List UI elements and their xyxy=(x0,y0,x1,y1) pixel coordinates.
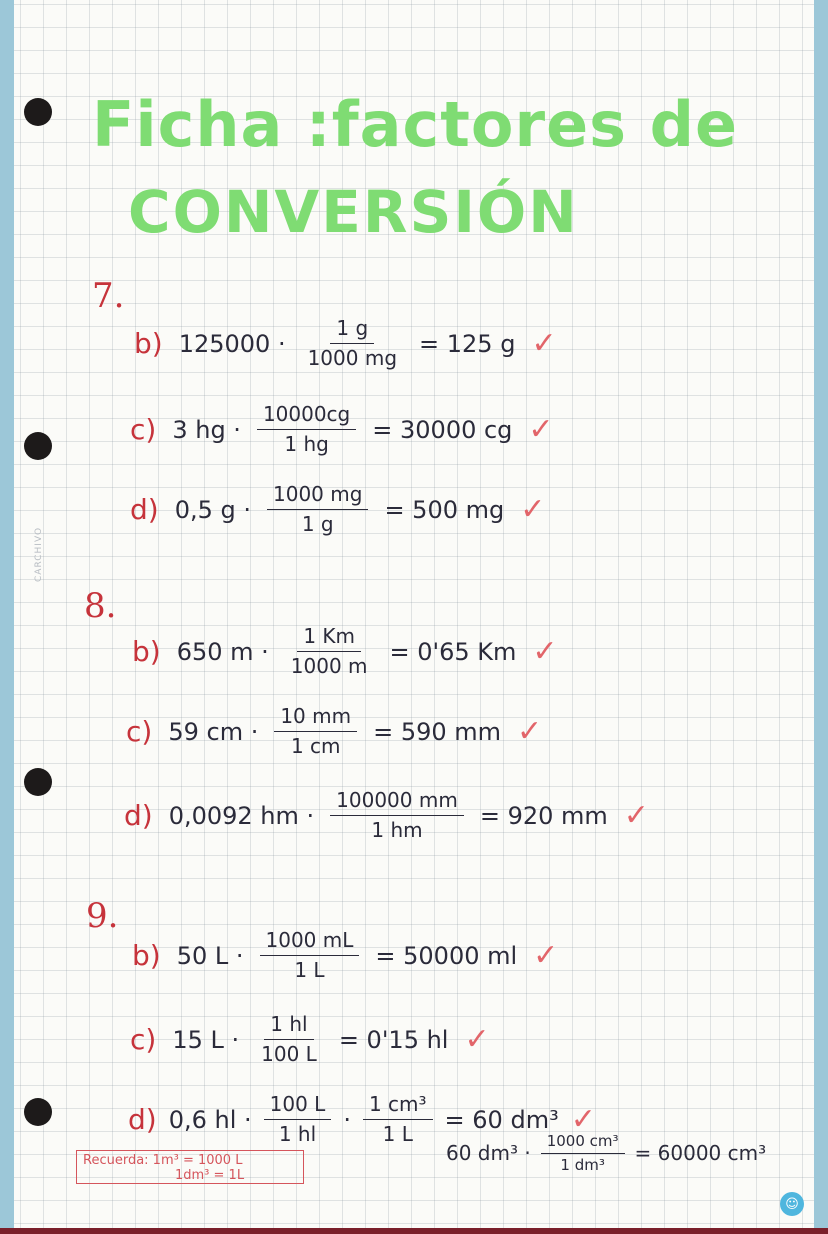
factor-numerator: 100000 mm xyxy=(330,788,464,816)
factor-numerator: 1 hl xyxy=(264,1012,313,1040)
conversion-factor xyxy=(264,1092,332,1147)
bottom-border xyxy=(0,1228,828,1234)
problem-result: = 50000 ml xyxy=(375,941,518,970)
problem-quantity: 0,5 g · xyxy=(174,495,251,524)
binder-hole xyxy=(24,98,52,126)
problem-label: c) xyxy=(130,413,157,446)
problem-quantity: 0,6 hl · xyxy=(168,1105,252,1134)
problem-label: d) xyxy=(130,493,159,526)
problem-row xyxy=(124,788,649,843)
problem-result: = 125 g xyxy=(419,329,516,358)
binder-hole xyxy=(24,432,52,460)
conversion-factor xyxy=(274,704,357,759)
conversion-factor xyxy=(302,316,403,371)
binder-hole xyxy=(24,768,52,796)
factor-numerator: 1000 cm³ xyxy=(541,1132,625,1154)
problem-label: b) xyxy=(132,939,161,972)
problem-label: d) xyxy=(128,1103,157,1136)
check-mark: ✓ xyxy=(623,798,649,833)
continuation-quantity: 60 dm³ · xyxy=(446,1141,531,1166)
page-title-line2: CONVERSIÓN xyxy=(128,178,579,246)
factor-denominator: 1 g xyxy=(301,512,334,536)
factor-denominator: 1000 mg xyxy=(307,346,398,370)
conversion-factor xyxy=(330,788,464,843)
check-mark: ✓ xyxy=(531,326,557,361)
factor-denominator: 100 L xyxy=(261,1042,317,1066)
check-mark: ✓ xyxy=(533,938,559,973)
problem-quantity: 125000 · xyxy=(178,329,286,358)
problem-result: = 0'15 hl xyxy=(338,1025,449,1054)
factor-denominator: 1 hg xyxy=(284,432,329,456)
problem-quantity: 650 m · xyxy=(176,637,269,666)
problem-result: = 500 mg xyxy=(384,495,505,524)
factor-numerator: 1 cm³ xyxy=(363,1092,433,1120)
problem-quantity: 3 hg · xyxy=(172,415,241,444)
problem-result: = 0'65 Km xyxy=(389,637,517,666)
factor-denominator: 1 L xyxy=(382,1122,413,1146)
conversion-factor xyxy=(267,482,368,537)
factor-numerator: 1000 mL xyxy=(260,928,360,956)
factor-denominator: 1 cm xyxy=(290,734,341,758)
problem-quantity: 15 L · xyxy=(172,1025,240,1054)
problem-row xyxy=(134,316,557,371)
watermark: CARCHIVO xyxy=(34,526,44,582)
problem-label: b) xyxy=(134,327,163,360)
app-logo-icon[interactable]: ☺ xyxy=(780,1192,804,1216)
problem-quantity: 59 cm · xyxy=(168,717,259,746)
problem-result: = 30000 cg xyxy=(372,415,513,444)
conversion-factor xyxy=(363,1092,433,1147)
factor-denominator: 1 hl xyxy=(278,1122,317,1146)
section-number: 8. xyxy=(84,586,117,626)
factor-numerator: 10 mm xyxy=(274,704,357,732)
problem-label: b) xyxy=(132,635,161,668)
conversion-factor xyxy=(285,624,374,679)
factor-numerator: 1 g xyxy=(330,316,374,344)
binder-hole xyxy=(24,1098,52,1126)
problem-label: c) xyxy=(126,715,153,748)
factor-denominator: 1 L xyxy=(294,958,325,982)
conversion-factor xyxy=(257,402,356,457)
factor-denominator: 1000 m xyxy=(290,654,368,678)
problem-row xyxy=(126,704,542,759)
factor-denominator: 1 hm xyxy=(371,818,423,842)
reminder-box xyxy=(76,1150,304,1184)
conversion-factor xyxy=(255,1012,323,1067)
factor-numerator: 100 L xyxy=(264,1092,332,1120)
factor-numerator: 1000 mg xyxy=(267,482,368,510)
problem-label: d) xyxy=(124,799,153,832)
problem-result: = 920 mm xyxy=(479,801,608,830)
check-mark: ✓ xyxy=(528,412,554,447)
section-number: 7. xyxy=(92,276,125,316)
factor-denominator: 1 dm³ xyxy=(560,1155,605,1174)
problem-result: = 60 dm³ xyxy=(444,1105,559,1134)
problem-row xyxy=(130,482,545,537)
check-mark: ✓ xyxy=(520,492,546,527)
problem-label: c) xyxy=(130,1023,157,1056)
problem-row xyxy=(130,1012,490,1067)
reminder-line: Recuerda: 1m³ = 1000 L xyxy=(83,1153,243,1168)
check-mark: ✓ xyxy=(464,1022,490,1057)
factor-numerator: 10000cg xyxy=(257,402,356,430)
problem-row xyxy=(130,402,554,457)
page-title-line1: Ficha :factores de xyxy=(92,88,739,161)
conversion-factor xyxy=(260,928,360,983)
multiply-dot: · xyxy=(343,1105,351,1134)
problem-row xyxy=(132,624,558,679)
problem-quantity: 50 L · xyxy=(176,941,244,970)
continuation-result: = 60000 cm³ xyxy=(634,1141,767,1166)
problem-result: = 590 mm xyxy=(373,717,502,746)
factor-numerator: 1 Km xyxy=(297,624,361,652)
problem-quantity: 0,0092 hm · xyxy=(168,801,315,830)
section-number: 9. xyxy=(86,896,119,936)
problem-row xyxy=(132,928,558,983)
conversion-factor xyxy=(541,1132,625,1175)
check-mark: ✓ xyxy=(517,714,543,749)
reminder-line: 1dm³ = 1L xyxy=(175,1168,245,1183)
check-mark: ✓ xyxy=(570,1102,596,1137)
continuation-row xyxy=(446,1132,766,1175)
check-mark: ✓ xyxy=(532,634,558,669)
